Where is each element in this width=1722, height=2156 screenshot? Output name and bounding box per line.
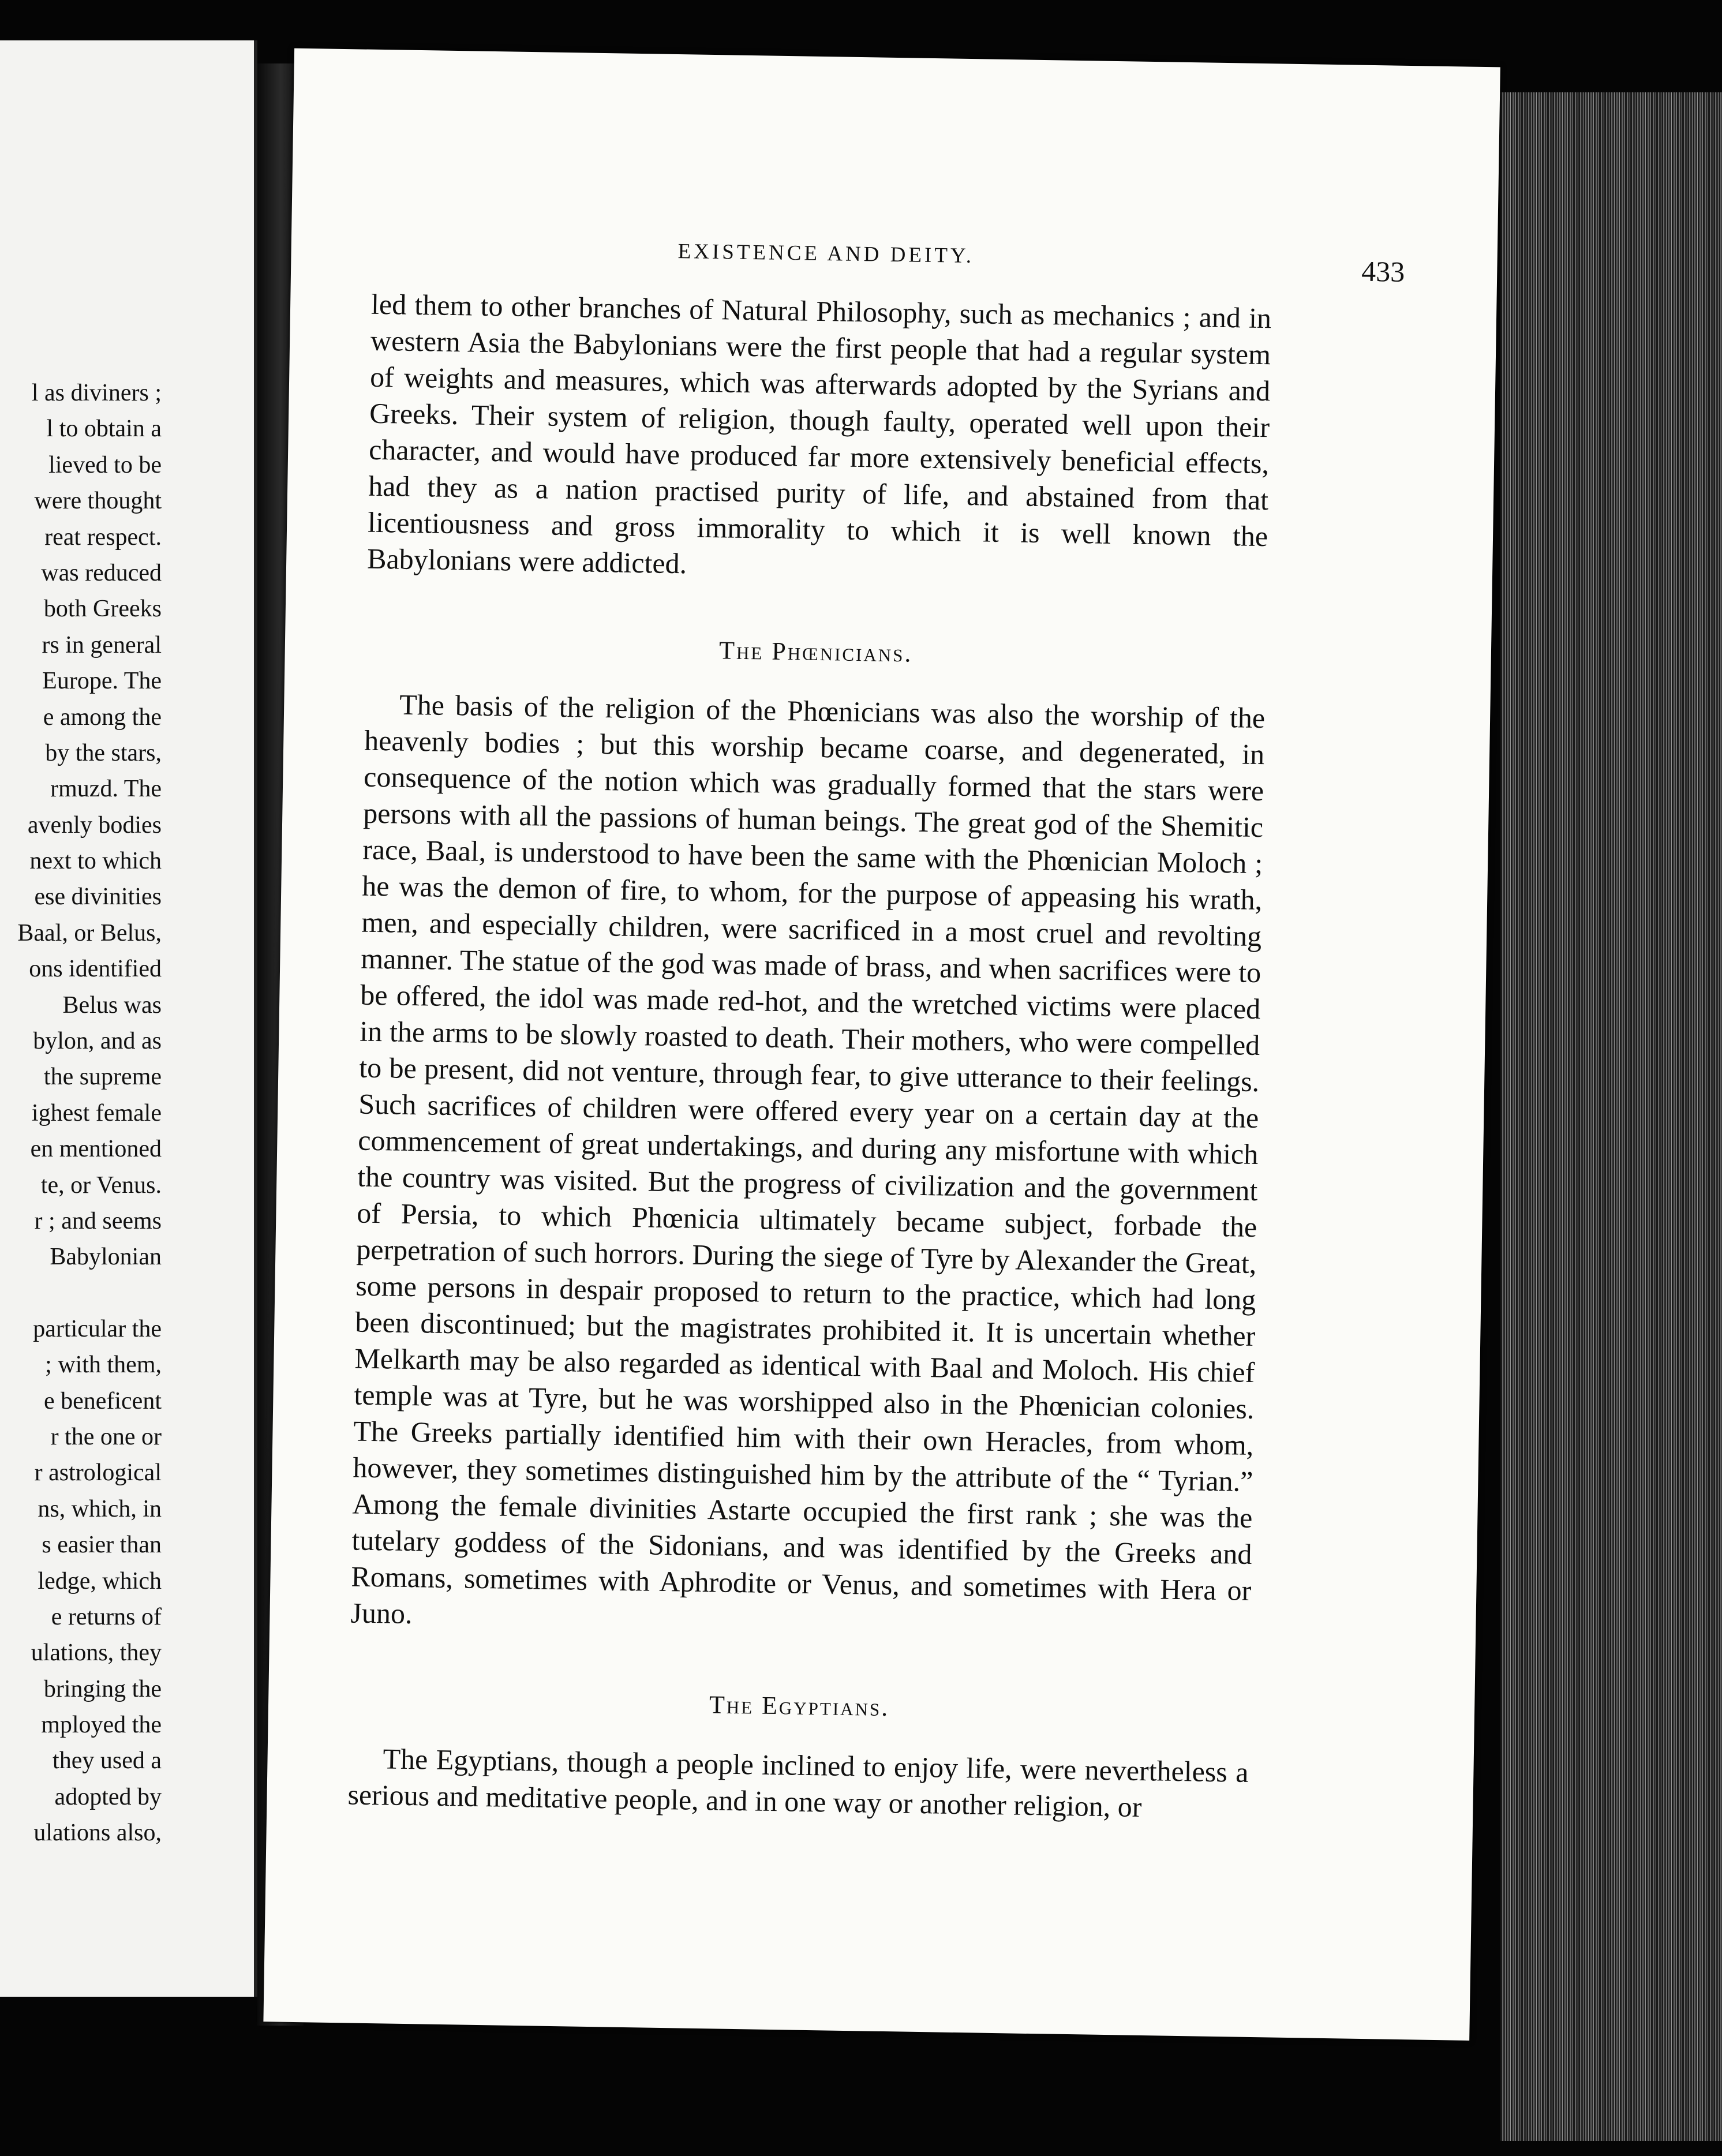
left-page-line: r ; and seems [34, 1207, 162, 1234]
phoenicians-paragraph: The basis of the religion of the Phœnicians was also the worship of the heavenly bodies ; but this worship became coarse, and degenerated, in consequence of the notion which was gradually formed that the stars were persons with all the passions of human beings. The great god of the Shemitic race, Baal, is understood to have been the same with the Phœnician Moloch ; he was the demon of fire, to whom, for the purpose of appeasing his wrath, men, and especially children, were sacrificed in a most cruel and revolting manner. The statue of the god was made of brass, and when sacrifices were to be offered, the idol was made red-hot, and the wretched victims were placed in the arms to be slowly roasted to death. Their mothers, who were compelled to be present, did not venture, through fear, to give utterance to their feelings. Such sacrifices of children were offered every year on a certain day at the commencement of great undertakings, and during any misfortune with which the country was visited. But the progress of civilization and the government of Persia, to which Phœnicia ultimately became subject, forbade the perpetration of such horrors. During the siege of Tyre by Alexander the Great, some persons in despair proposed to return to the practice, which had long been discontinued; but the magistrates prohibited it. It is uncertain whether Melkarth may be also regarded as identical with Baal and Moloch. His chief temple was at Tyre, but he was worshipped also in the Phœnician colonies. The Greeks partially identified him with their own Heracles, from whom, however, they sometimes distinguished him by the attribute of the “ Tyrian.” Among the female divinities Astarte occupied the first rank ; she was the tutelary goddess of the Sidonians, and was identified by the Greeks and Romans, sometimes with Aphrodite or Venus, and sometimes with Hera or Juno. [350, 688, 1266, 1630]
page-body [347, 286, 1271, 1827]
left-page-line: rs in general [42, 631, 162, 658]
left-page-line: ighest female [31, 1099, 162, 1126]
left-page-line: ulations also, [33, 1820, 162, 1847]
left-page-line: avenly bodies [27, 811, 162, 839]
left-page-line: they used a [53, 1747, 162, 1775]
left-page-line: particular the [33, 1315, 162, 1342]
left-page-line: l to obtain a [46, 416, 162, 443]
left-page-line: bringing the [43, 1675, 162, 1702]
intro-paragraph: led them to other branches of Natural Philosophy, such as mechanics ; and in western Asia the Babylonians were the first people that had a regular system of weights and measures, which was afterwards adopted by the Syrians and Greeks. Their system of religion, though faulty, operated well upon their character, and would have produced far more extensively beneficial effects, had they as a nation practised purity of life, and abstained from that licentiousness and gross immorality to which it is well known the Babylonians were addicted. [366, 287, 1272, 580]
left-page-line [0, 1275, 254, 1311]
left-page-line: the supreme [43, 1064, 162, 1091]
left-page-line: s easier than [42, 1532, 162, 1559]
left-page-line: e among the [43, 703, 162, 731]
left-page-line: Europe. The [42, 668, 162, 695]
section-title-phoenicians: The Phœnicians. [718, 636, 913, 668]
left-page-line: e returns of [51, 1603, 162, 1630]
left-page-line: mployed the [41, 1712, 162, 1739]
left-page-line: both Greeks [43, 596, 162, 623]
left-page-line: ese divinities [34, 884, 162, 911]
left-page-line: Baal, or Belus, [17, 919, 162, 946]
left-page-line: r astrological [34, 1459, 162, 1487]
left-page-text [0, 375, 254, 1851]
left-page-line: e beneficent [43, 1387, 162, 1414]
page-header [291, 233, 1498, 293]
left-page-line: ns, which, in [38, 1495, 162, 1522]
left-page-line: rmuzd. The [50, 776, 162, 803]
main-page [263, 48, 1500, 2041]
left-page-line: te, or Venus. [40, 1171, 162, 1199]
left-page-line: ledge, which [38, 1567, 162, 1594]
left-page-line: l as diviners ; [31, 380, 162, 406]
left-page-line: Babylonian [50, 1244, 162, 1271]
left-page-line: was reduced [41, 559, 162, 586]
left-page-line: lieved to be [48, 451, 162, 478]
left-page-line: r the one or [50, 1423, 162, 1450]
page-edges [1500, 92, 1722, 2141]
section-title-egyptians: The Egyptians. [709, 1690, 890, 1722]
left-page-line: bylon, and as [33, 1028, 162, 1055]
left-page-line: by the stars, [45, 739, 162, 766]
left-page-line: reat respect. [44, 523, 162, 551]
left-page-line: ulations, they [31, 1640, 162, 1667]
left-page-line: were thought [34, 488, 162, 515]
left-page-line: ; with them, [45, 1352, 162, 1379]
left-page-line: adopted by [54, 1783, 162, 1810]
page-number: 433 [1361, 254, 1405, 288]
left-facing-page [0, 40, 257, 1997]
left-page-line: ons identified [29, 956, 162, 983]
egyptians-paragraph: The Egyptians, though a people inclined to enjoy life, were nevertheless a serious and meditative people, and in one way or another religion, or [347, 1742, 1249, 1824]
left-page-line: Belus was [62, 991, 162, 1019]
left-page-line: next to which [29, 848, 162, 875]
left-page-line: en mentioned [30, 1136, 162, 1163]
running-head: EXISTENCE AND DEITY. [677, 239, 975, 268]
